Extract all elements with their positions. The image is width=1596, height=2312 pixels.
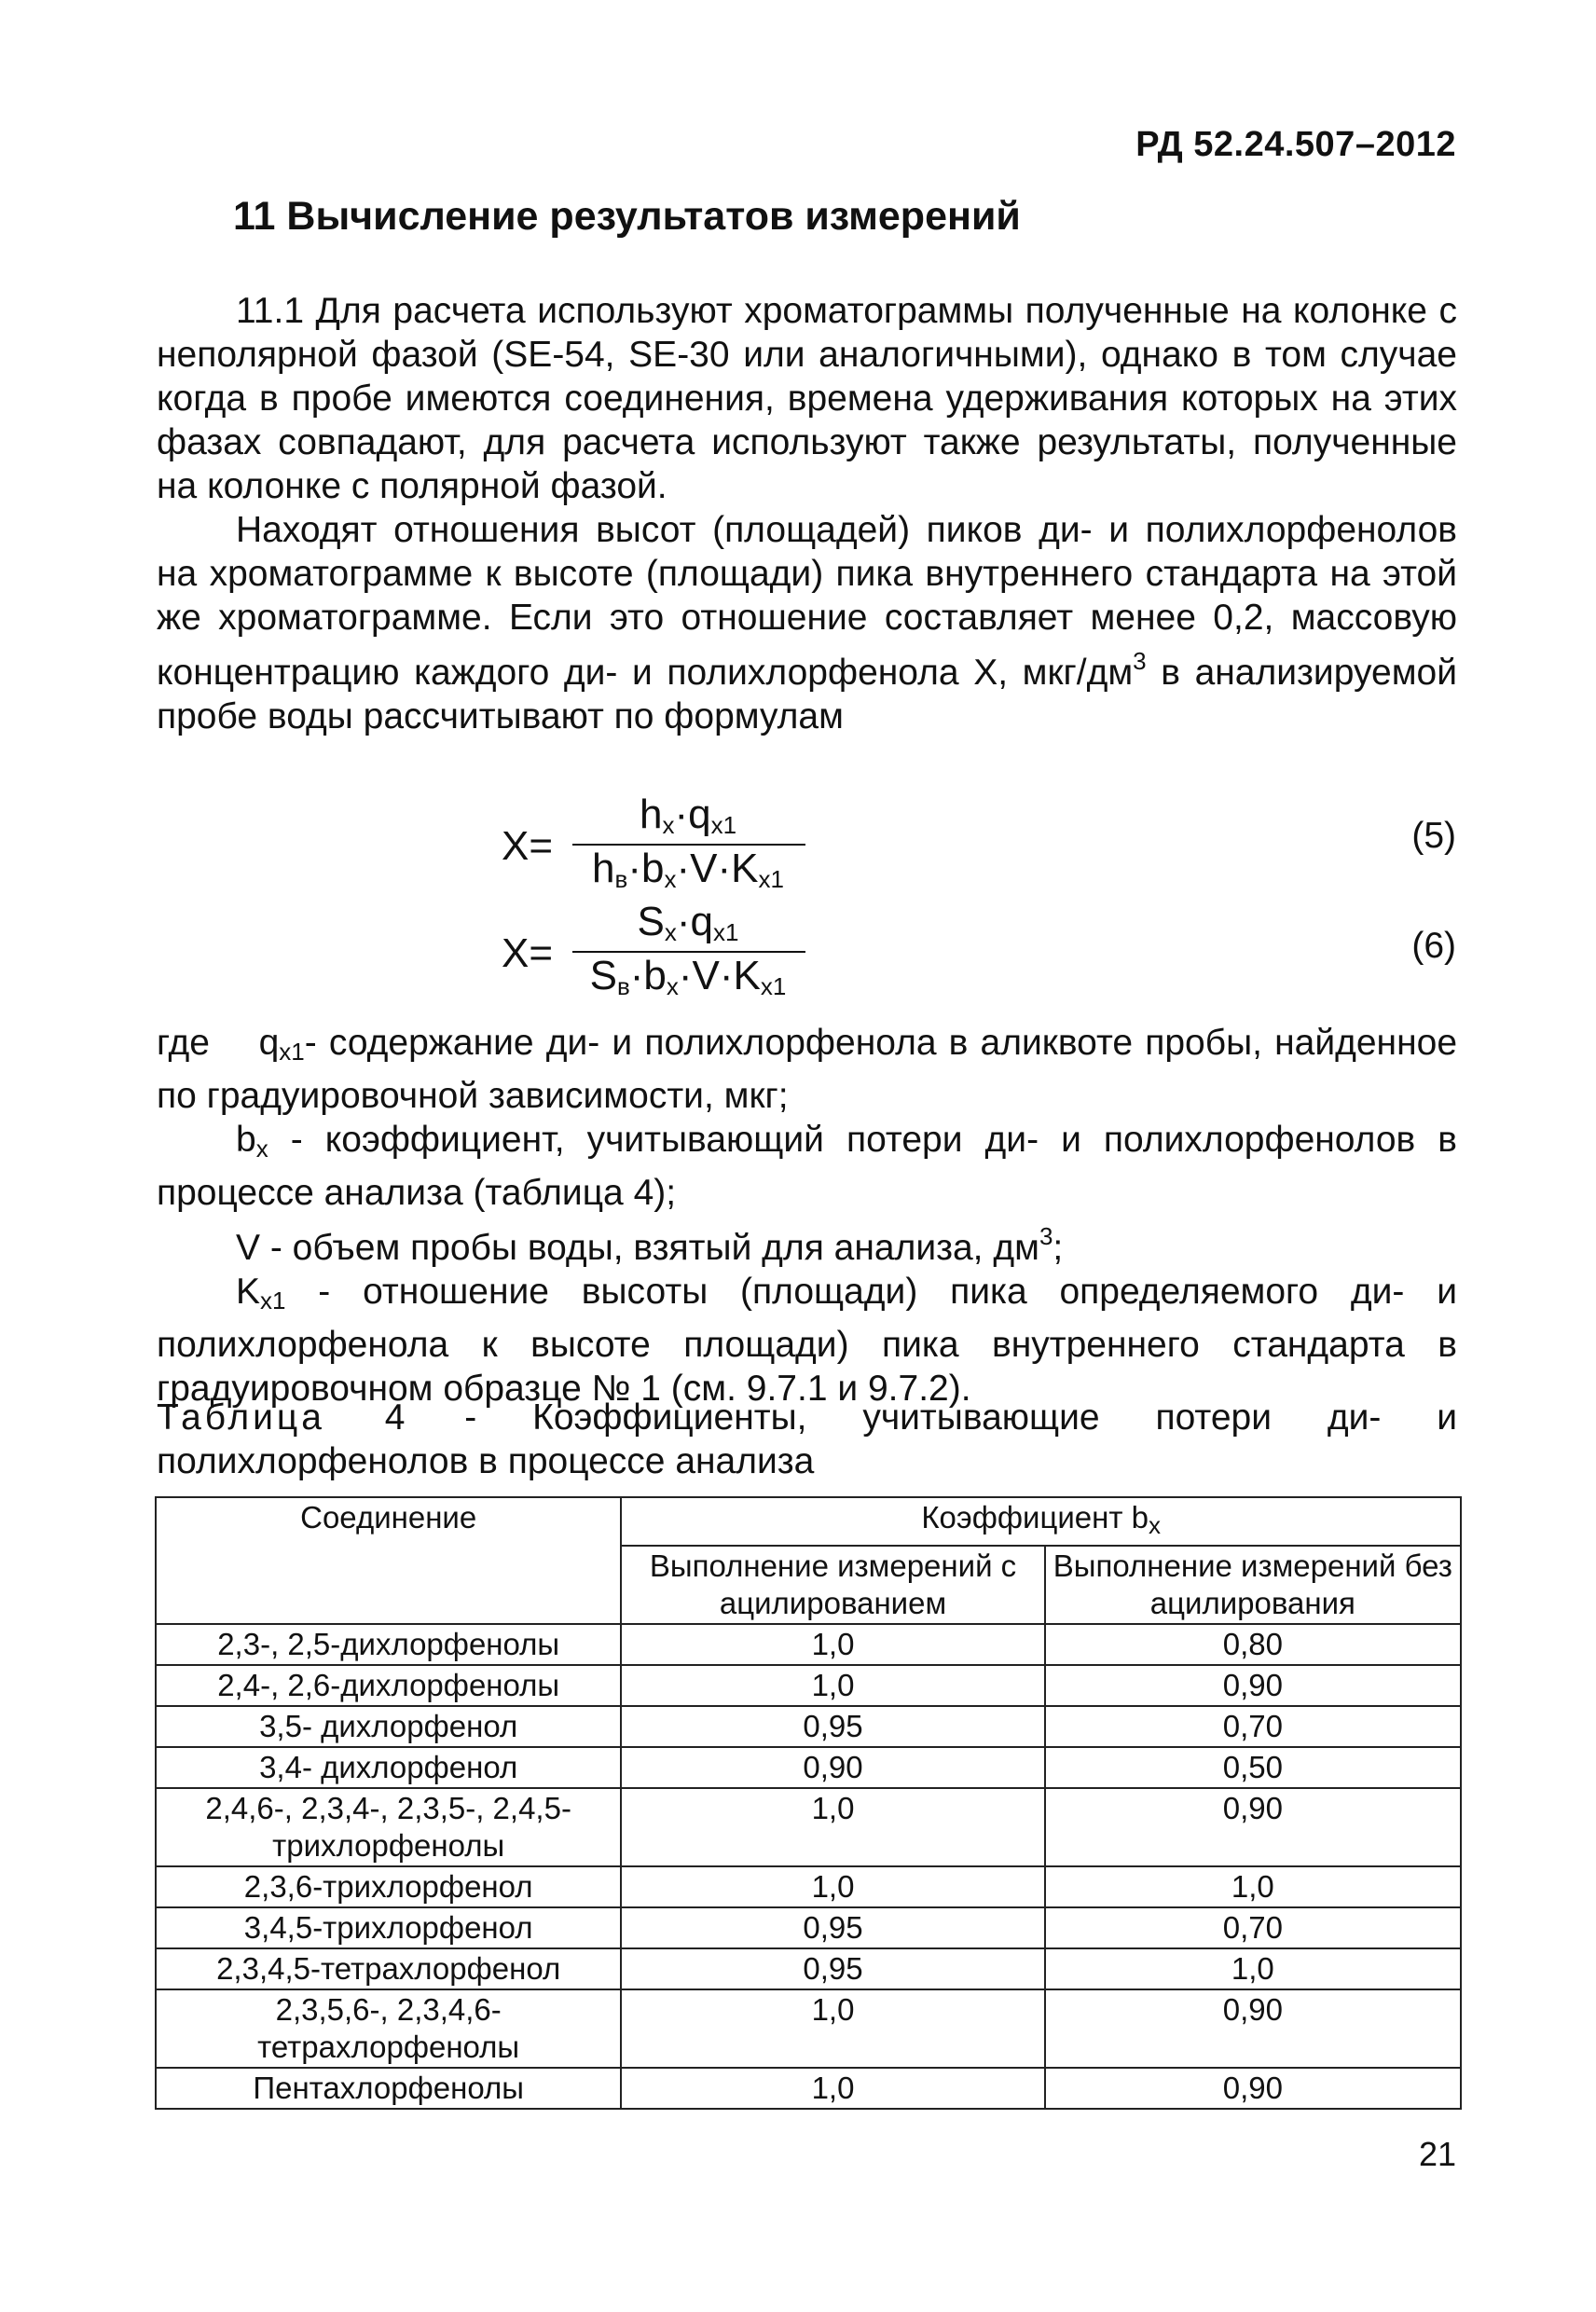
table-caption-label: Таблица 4 <box>157 1397 409 1438</box>
formula-6-denominator: $S_в\cdot b_x\cdot V\cdot K_{x1}$ <box>589 953 787 1000</box>
formula-6: X= $S_x\cdot q_{x1}$ $S_в\cdot b_x\cdot V\cdot K_{x1}$ <box>502 904 809 1007</box>
definition-k: $K_{x1}$ - отношение высоты (площади) пика определяемого ди- и полихлорфенола к высоте площади) пика внутреннего стандарта в градуировочном образце № 1 (см. 9.7.1 и 9.7.2). <box>157 1272 1457 1409</box>
table-row: 2,3,5,6-, 2,3,4,6-тетрахлорфенолы 1,0 0,90 <box>156 1989 1461 2068</box>
definition-b: $b_x$ - коэффициент, учитывающий потери ди- и полихлорфенолов в процессе анализа (таблица 4); <box>157 1120 1457 1213</box>
table-row: 2,3,4,5-тетрахлорфенол 0,95 1,0 <box>156 1948 1461 1989</box>
definition-q: где $q_{x1}-$ содержание ди- и полихлорфенола в аликвоте пробы, найденное по градуировочной зависимости, мкг; <box>157 1023 1458 1116</box>
section-title: 11 Вычисление результатов измерений <box>233 194 1021 239</box>
body-text-1 <box>157 289 1457 738</box>
table-row: 3,5- дихлорфенол 0,95 0,70 <box>156 1706 1461 1747</box>
formula-5-numerator: $h_x\cdot q_{x1}$ <box>639 791 737 839</box>
formula-6-lhs: X <box>502 930 530 976</box>
page-number: 21 <box>1418 2135 1456 2173</box>
formula-6-numerator: $S_x\cdot q_{x1}$ <box>637 899 739 946</box>
table-row: 3,4,5-трихлорфенол 0,95 0,70 <box>156 1907 1461 1948</box>
table-row: 2,4-, 2,6-дихлорфенолы 1,0 0,90 <box>156 1665 1461 1706</box>
header-without-acylation: Выполнение измерений без ацилирования <box>1045 1546 1461 1624</box>
table-row: 3,4- дихлорфенол 0,90 0,50 <box>156 1747 1461 1788</box>
paragraph-11-1: 11.1 Для расчета используют хроматограммы полученные на колонке с неполярной фазой (SE-54, SE-30 или аналогичными), однако в том случае когда в пробе имеются соединения, времена удерживания которых на этих фазах совпадают, для расчета используют также результаты, полученные на колонке с полярной фазой. <box>157 291 1457 506</box>
equation-number-5: (5) <box>1411 816 1456 856</box>
equation-number-6: (6) <box>1411 926 1456 966</box>
table-caption <box>157 1396 1457 1483</box>
table-row: Пентахлорфенолы 1,0 0,90 <box>156 2068 1461 2109</box>
formula-5: X= $h_x\cdot q_{x1}$ $h_в\cdot b_x\cdot V\cdot K_{x1}$ <box>502 797 809 900</box>
document-code: РД 52.24.507–2012 <box>1135 125 1456 164</box>
header-with-acylation: Выполнение измерений с ацилированием <box>621 1546 1044 1624</box>
definitions-block <box>157 1021 1457 1411</box>
definition-v: V - объем пробы воды, взятый для анализа, $дм^3$; <box>236 1222 1064 1268</box>
table-row: 2,3,6-трихлорфенол 1,0 1,0 <box>156 1866 1461 1907</box>
formula-5-lhs: X <box>502 823 530 869</box>
coefficients-table <box>155 1496 1462 2110</box>
formula-5-denominator: $h_в\cdot b_x\cdot V\cdot K_{x1}$ <box>592 846 784 893</box>
header-coefficient: Коэффициент $b_x$ <box>621 1497 1461 1546</box>
header-compound: Соединение <box>156 1497 621 1624</box>
table-caption-text: - Коэффициенты, учитывающие потери ди- и полихлорфенолов в процессе анализа <box>157 1397 1457 1481</box>
table-header-row <box>156 1497 1461 1546</box>
paragraph-ratio: Находят отношения высот (площадей) пиков ди- и полихлорфенолов на хроматограмме к высоте (площади) пика внутреннего стандарта на этой же хроматограмме. Если это отношение составляет менее 0,2, массовую концентрацию каждого ди- и полихлорфенола X, мкг/$дм^3$ в анализируемой пробе воды рассчитывают по формулам <box>157 510 1457 736</box>
table-row: 2,3-, 2,5-дихлорфенолы 1,0 0,80 <box>156 1624 1461 1665</box>
table-row: 2,4,6-, 2,3,4-, 2,3,5-, 2,4,5-трихлорфенолы 1,0 0,90 <box>156 1788 1461 1866</box>
